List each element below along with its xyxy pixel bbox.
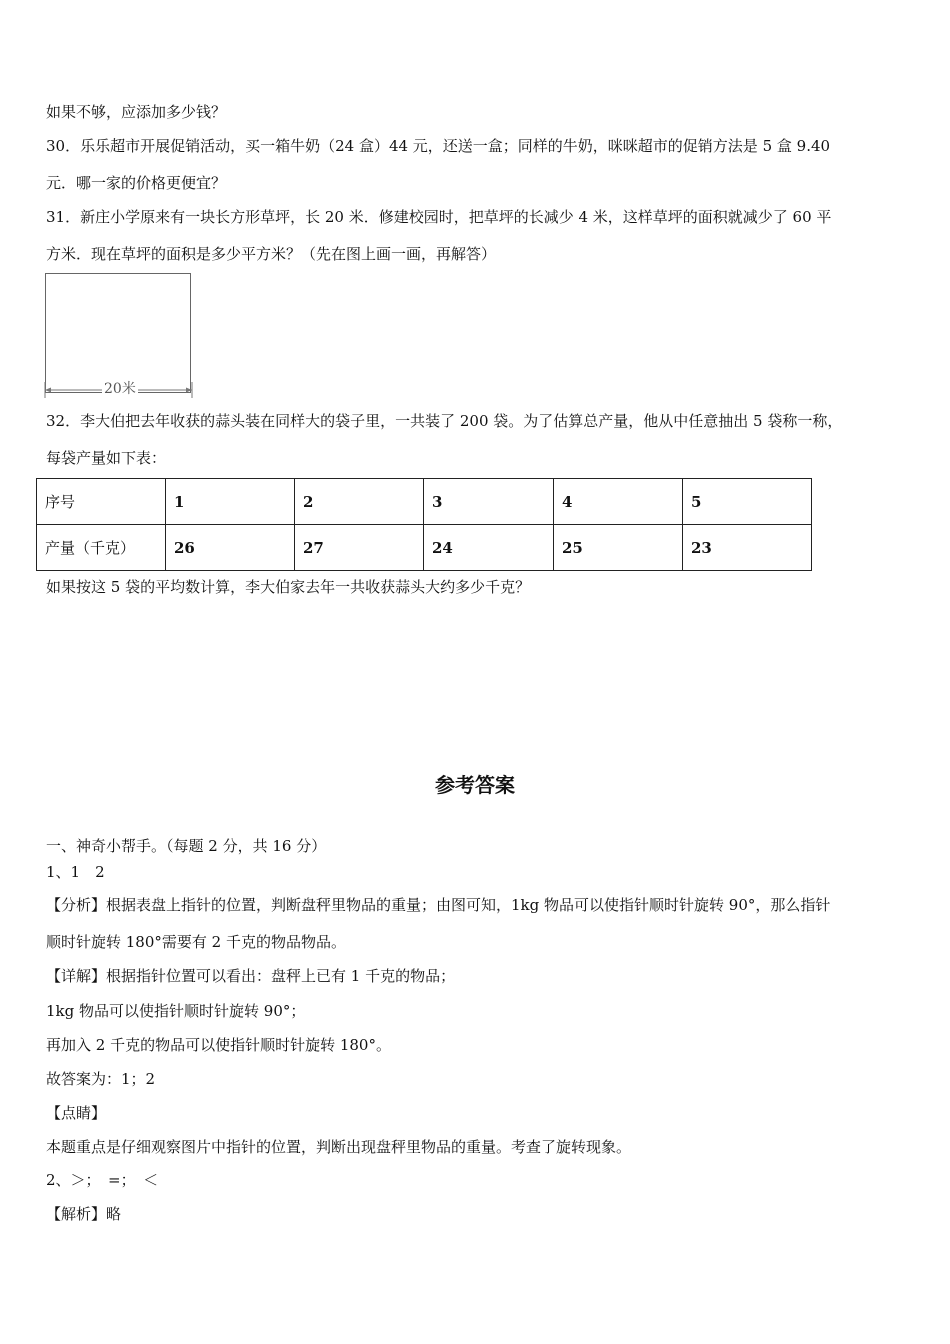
question-32-line-3: 如果按这 5 袋的平均数计算，李大伯家去年一共收获蒜头大约多少千克？ xyxy=(46,578,531,596)
lawn-rectangle-figure xyxy=(45,273,191,393)
table-cell: 25 xyxy=(554,525,683,571)
table-cell: 4 xyxy=(554,479,683,525)
question-30-line-2: 元．哪一家的价格更便宜？ xyxy=(46,174,227,192)
detail-line-1: 【详解】根据指针位置可以看出：盘秤上已有 1 千克的物品； xyxy=(46,967,456,985)
table-cell: 3 xyxy=(424,479,554,525)
analysis-line-2: 顺时针旋转 180°需要有 2 千克的物品物品。 xyxy=(46,933,346,951)
table-cell: 26 xyxy=(166,525,295,571)
answer-2: 2、＞； =； ＜ xyxy=(46,1171,159,1189)
comment-heading: 【点睛】 xyxy=(46,1104,107,1122)
yield-table xyxy=(36,478,812,571)
table-row xyxy=(37,525,812,571)
detail-line-3: 再加入 2 千克的物品可以使指针顺时针旋转 180°。 xyxy=(46,1036,391,1054)
table-cell: 23 xyxy=(683,525,812,571)
table-cell: 24 xyxy=(424,525,554,571)
table-header-cell: 产量（千克） xyxy=(37,525,166,571)
question-30-line-1: 30．乐乐超市开展促销活动，买一箱牛奶（24 盒）44 元，还送一盒；同样的牛奶，咪咪超市的促销方法是 5 盒 9.40 xyxy=(46,137,831,155)
section-heading: 一、神奇小帮手。（每题 2 分，共 16 分） xyxy=(46,837,327,855)
question-31-line-2: 方米．现在草坪的面积是多少平方米？（先在图上画一画，再解答） xyxy=(46,245,497,263)
table-cell: 5 xyxy=(683,479,812,525)
answer-2-analysis: 【解析】略 xyxy=(46,1205,122,1223)
text-line: 如果不够，应添加多少钱？ xyxy=(46,103,227,121)
table-row xyxy=(37,479,812,525)
answers-title: 参考答案 xyxy=(435,773,515,797)
table-cell: 2 xyxy=(295,479,424,525)
analysis-line-1: 【分析】根据表盘上指针的位置，判断盘秤里物品的重量；由图可知，1kg 物品可以使指针顺时针旋转 90°，那么指针 xyxy=(46,896,831,914)
detail-line-4: 故答案为：1；2 xyxy=(46,1070,156,1088)
table-cell: 27 xyxy=(295,525,424,571)
answer-1: 1、1 2 xyxy=(46,863,105,881)
question-32-line-2: 每袋产量如下表： xyxy=(46,449,167,467)
detail-line-2: 1kg 物品可以使指针顺时针旋转 90°； xyxy=(46,1002,306,1020)
table-header-cell: 序号 xyxy=(37,479,166,525)
question-31-line-1: 31．新庄小学原来有一块长方形草坪，长 20 米．修建校园时，把草坪的长减少 4 米，这样草坪的面积就减少了 60 平 xyxy=(46,208,832,226)
question-32-line-1: 32．李大伯把去年收获的蒜头装在同样大的袋子里，一共装了 200 袋。为了估算总产量，他从中任意抽出 5 袋称一称， xyxy=(46,412,843,430)
dimension-label: 20米 xyxy=(104,381,136,397)
table-cell: 1 xyxy=(166,479,295,525)
comment-text: 本题重点是仔细观察图片中指针的位置，判断出现盘秤里物品的重量。考查了旋转现象。 xyxy=(46,1138,632,1156)
